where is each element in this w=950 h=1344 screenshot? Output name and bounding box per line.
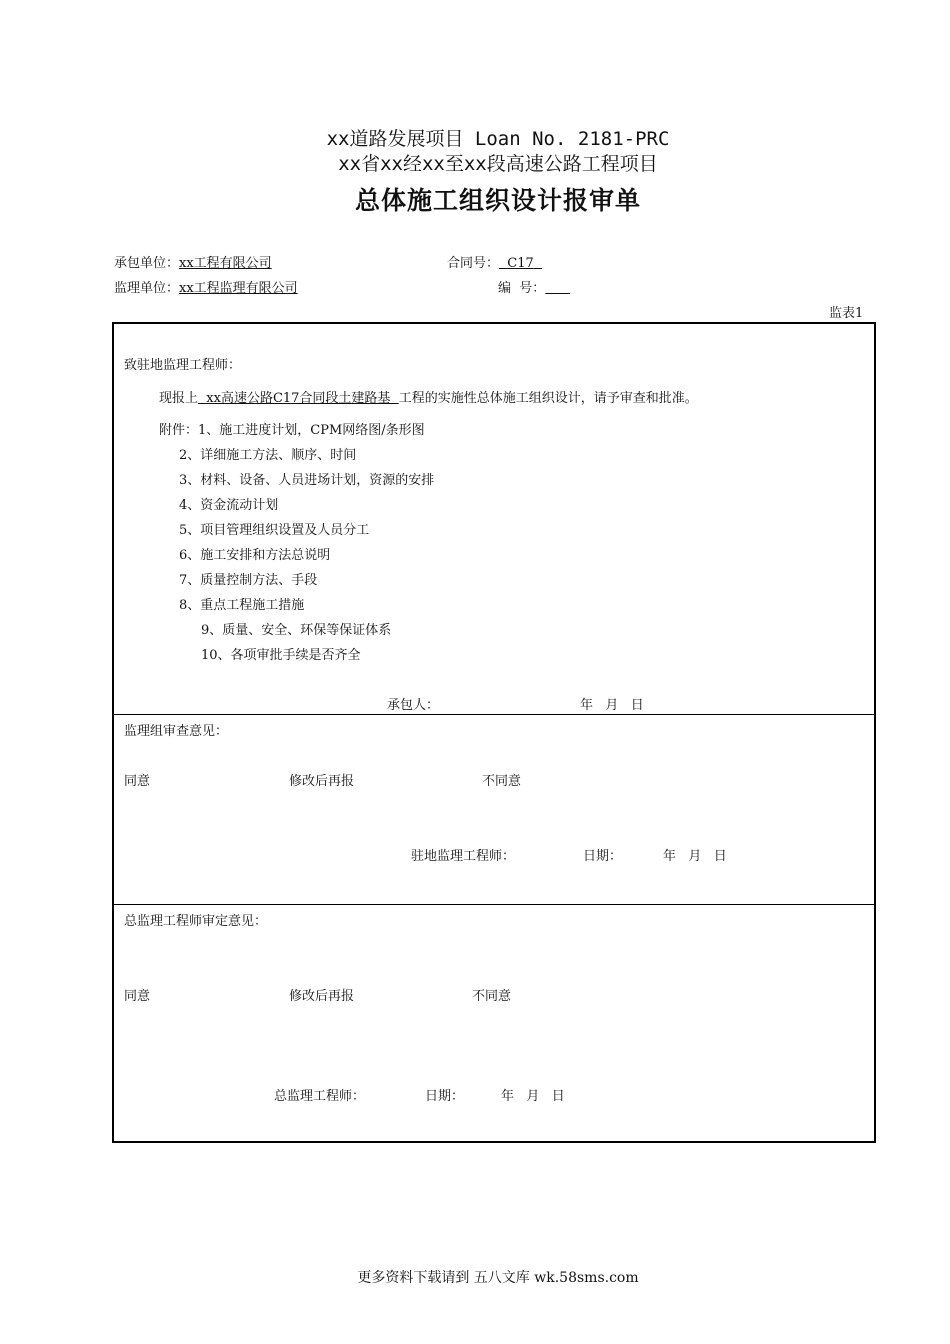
contractor-sign-date: 年 月 日 [580, 698, 644, 713]
attachment-item: 7、质量控制方法、手段 [179, 573, 318, 588]
serial-label: 编 号： [498, 281, 546, 296]
attachment-item: 10、各项审批手续是否齐全 [201, 648, 361, 663]
contractor-value: xx工程有限公司 [179, 256, 272, 271]
section2-heading: 监理组审查意见： [124, 724, 229, 739]
form-code: 监表1 [829, 306, 864, 321]
supervisor-field [114, 277, 298, 296]
project-name: xx高速公路C17合同段土建路基 [206, 391, 391, 406]
chief-engineer-label: 总监理工程师： [274, 1089, 366, 1104]
chief-engineer-date: 年 月 日 [501, 1089, 565, 1104]
page-title: 总体施工组织设计报审单 [354, 186, 641, 215]
date-prefix: 日期： [583, 849, 623, 864]
option-revise: 修改后再报 [289, 989, 355, 1004]
option-agree: 同意 [124, 774, 151, 789]
attachment-item: 2、详细施工方法、顺序、时间 [179, 448, 357, 463]
resident-engineer-date: 年 月 日 [663, 849, 727, 864]
serial-field [498, 277, 570, 296]
attachment-item: 6、施工安排和方法总说明 [179, 548, 331, 563]
contractor-field [114, 252, 272, 271]
footer-text: 更多资料下载请到 五八文库 wk.58sms.com [357, 1270, 639, 1286]
attachment-item: 5、项目管理组织设置及人员分工 [179, 523, 370, 538]
section-divider [114, 904, 874, 905]
option-agree: 同意 [124, 989, 151, 1004]
date-prefix: 日期： [425, 1089, 465, 1104]
resident-engineer-label: 驻地监理工程师： [411, 849, 516, 864]
option-disagree: 不同意 [472, 989, 512, 1004]
header-line-1: xx道路发展项目 Loan No. 2181-PRC [326, 128, 670, 150]
serial-value [545, 281, 570, 296]
option-revise: 修改后再报 [289, 774, 355, 789]
supervisor-label: 监理单位： [114, 281, 180, 296]
contract-no-label: 合同号： [447, 256, 500, 271]
contractor-signature-label: 承包人： [387, 698, 440, 713]
contractor-label: 承包单位： [114, 256, 180, 271]
attachments-label: 附件： [159, 423, 199, 438]
review-form-table [112, 322, 876, 1143]
attachment-item: 4、资金流动计划 [179, 498, 279, 513]
contract-no-field [447, 252, 542, 271]
greeting: 致驻地监理工程师： [124, 358, 242, 373]
attachment-item: 附件：1、施工进度计划，CPM网络图/条形图 [159, 423, 425, 438]
header-line-2: xx省xx经xx至xx段高速公路工程项目 [338, 153, 658, 175]
option-disagree: 不同意 [482, 774, 522, 789]
section-divider [114, 714, 874, 715]
supervisor-value: xx工程监理有限公司 [179, 281, 298, 296]
attachment-item: 3、材料、设备、人员进场计划，资源的安排 [179, 473, 435, 488]
section3-heading: 总监理工程师审定意见： [124, 914, 268, 929]
submission-statement: 现报上 xx高速公路C17合同段土建路基 工程的实施性总体施工组织设计，请予审查和批准。 [159, 391, 698, 406]
attachment-item: 9、质量、安全、环保等保证体系 [201, 623, 392, 638]
attachment-item: 8、重点工程施工措施 [179, 598, 305, 613]
contract-no-value: C17 [507, 256, 534, 271]
